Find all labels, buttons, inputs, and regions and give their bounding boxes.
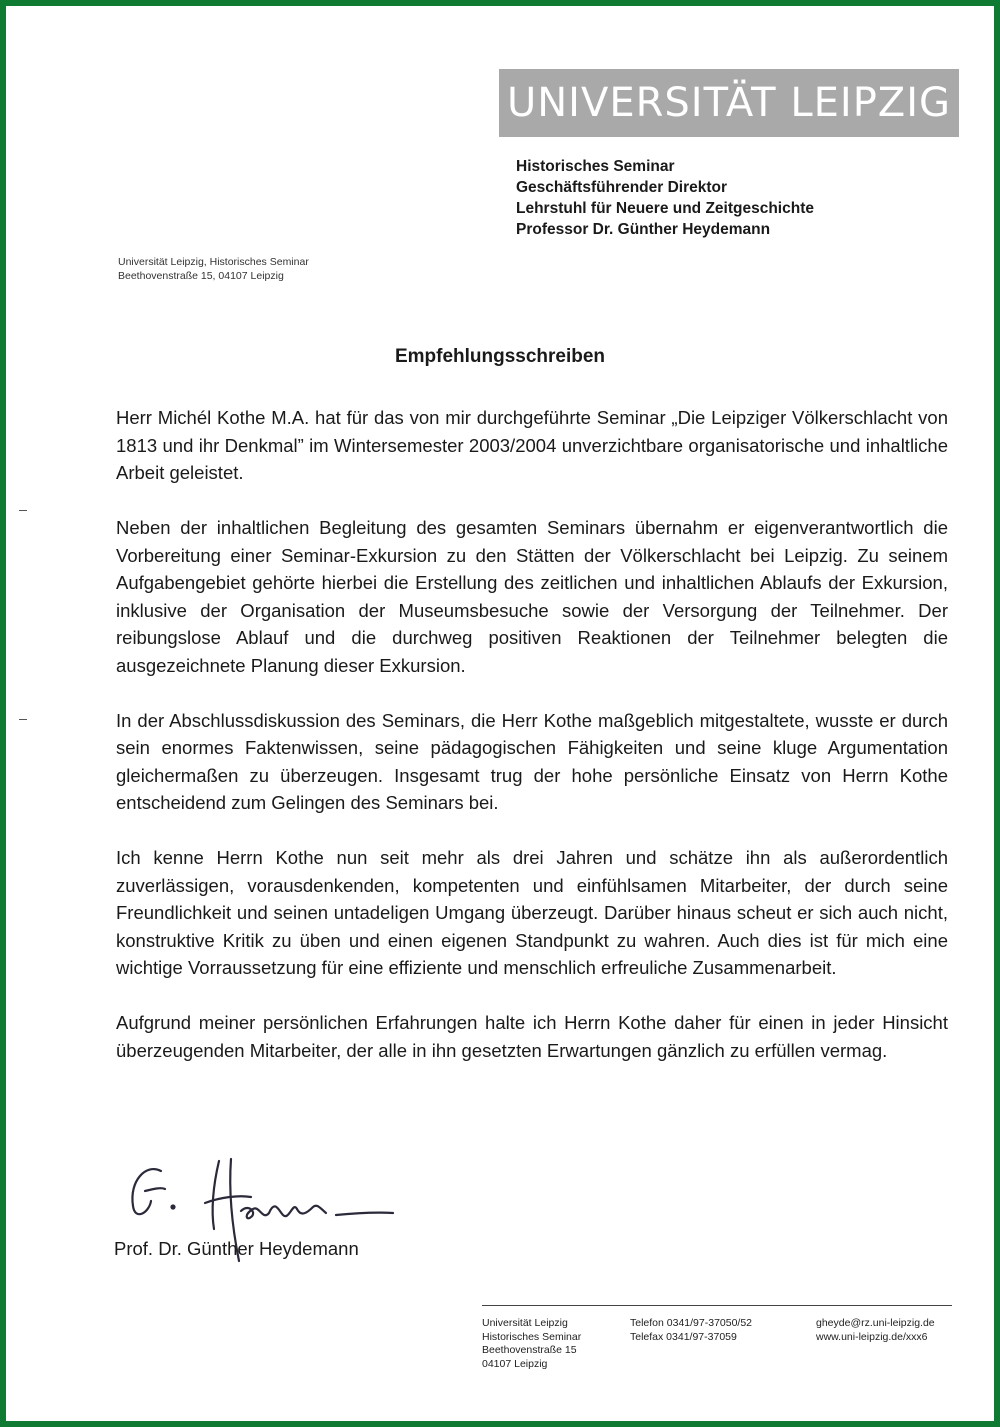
letter-subject: Empfehlungsschreiben (394, 346, 606, 367)
footer-phone (630, 1317, 752, 1344)
sender-address (118, 255, 309, 283)
footer-address-line: Universität Leipzig (482, 1317, 568, 1329)
footer-email: gheyde@rz.uni-leipzig.de (816, 1317, 935, 1329)
paragraph: In der Abschlussdiskussion des Seminars, die Herr Kothe maßgeblich mitgestaltete, wusste er durch sein enormes Faktenwissen, seine pädagogischen Fähigkeiten und seine kluge Argumentation gleichermaßen zu überzeugen. Insgesamt trug der hohe persönliche Einsatz von Herrn Kothe entscheidend zum Gelingen des Seminars bei. (116, 709, 948, 813)
paragraph: Aufgrund meiner persönlichen Erfahrungen halte ich Herrn Kothe daher für einen in jeder Hinsicht überzeugenden Mitarbeiter, der alle in ihn gesetzten Erwartungen gänzlich zu erfüllen vermag. (116, 1012, 948, 1061)
footer-address-line: Beethovenstraße 15 (482, 1344, 577, 1356)
footer-telefax: Telefax 0341/97-37059 (630, 1330, 737, 1343)
paragraph: Ich kenne Herrn Kothe nun seit mehr als drei Jahren und schätze ihn als außerordentlich zuverlässigen, vorausdenkenden, kompetenten und einfühlsamen Mitarbeiter, der durch seine Freundlichkeit und seinen untadeligen Umgang überzeugt. Darüber hinaus scheut er sich auch nicht, konstruktive Kritik zu üben und einen eigenen Standpunkt zu wahren. Auch dies ist für mich eine wichtige Vorraussetzung für eine effiziente und menschlich erfreuliche Zusammenarbeit. (116, 847, 948, 978)
footer-contact (816, 1317, 935, 1344)
paragraph: Neben der inhaltlichen Begleitung des gesamten Seminars übernahm er eigenverantwortlich die Vorbereitung einer Seminar-Exkursion zu den Stätten der Völkerschlacht bei Leipzig. Zu seinem Aufgabengebiet gehörte hierbei die Erstellung des zeitlichen und inhaltlichen Ablaufs der Exkursion, inklusive der Organisation der Museumsbesuche sowie der Versorgung der Teilnehmer. Der reibungslose Ablauf und die durchweg positiven Reaktionen der Teilnehmer belegten die ausgezeichnete Planung dieser Exkursion. (116, 517, 948, 676)
letterhead-department (516, 156, 814, 240)
footer-divider (482, 1305, 952, 1306)
signatory-name: Prof. Dr. Günther Heydemann (114, 1238, 359, 1259)
letter-page (6, 6, 994, 1421)
footer-address-line: 04107 Leipzig (482, 1357, 548, 1370)
footer-telefon: Telefon 0341/97-37050/52 (630, 1317, 753, 1329)
chair-line: Lehrstuhl für Neuere und Zeitgeschichte (516, 200, 814, 217)
position-line: Geschäftsführender Direktor (516, 179, 728, 196)
letter-body (116, 404, 948, 1092)
footer-website: www.uni-leipzig.de/xxx6 (816, 1330, 928, 1343)
sender-line-2: Beethovenstraße 15, 04107 Leipzig (118, 270, 284, 282)
margin-mark (19, 510, 27, 511)
sender-line-1: Universität Leipzig, Historisches Seminar (118, 256, 309, 268)
margin-mark (19, 719, 27, 720)
logo-text: UNIVERSITÄT LEIPZIG (506, 80, 952, 126)
university-logo (499, 69, 959, 137)
footer-address (482, 1317, 581, 1371)
department-line: Historisches Seminar (516, 158, 675, 175)
footer-address-line: Historisches Seminar (482, 1330, 582, 1343)
paragraph: Herr Michél Kothe M.A. hat für das von mir durchgeführte Seminar „Die Leipziger Völkerschlacht von 1813 und ihr Denkmal” im Wintersemester 2003/2004 unverzichtbare organisatorische und inhaltliche Arbeit geleistet. (116, 407, 948, 483)
professor-line: Professor Dr. Günther Heydemann (516, 221, 771, 238)
